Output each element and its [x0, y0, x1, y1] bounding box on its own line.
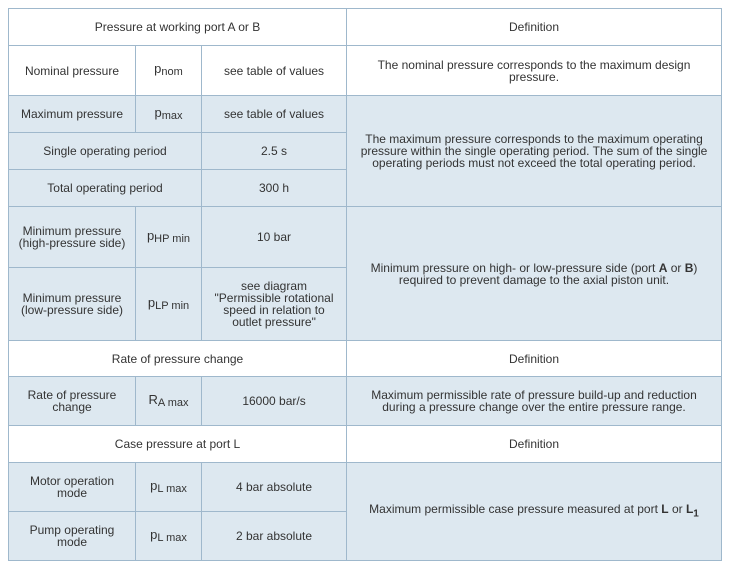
- row-label: Motor operation mode: [9, 463, 136, 512]
- definition-cell: The nominal pressure corresponds to the maximum design pressure.: [347, 46, 722, 96]
- row-label: Total operating period: [9, 170, 202, 207]
- row-label: Single operating period: [9, 133, 202, 170]
- section-header-definition: Definition: [347, 426, 722, 463]
- table-row: [9, 377, 722, 426]
- section-header-definition: Definition: [347, 341, 722, 377]
- section-header-rate: Rate of pressure change: [9, 341, 347, 377]
- row-label: Minimum pressure (low-pressure side): [9, 268, 136, 341]
- table-row: [9, 96, 722, 133]
- row-label: Nominal pressure: [9, 46, 136, 96]
- definition-cell: Maximum permissible case pressure measured at port L or $L_1$: [347, 463, 722, 561]
- row-value: 16000 bar/s: [202, 377, 347, 426]
- row-value: 2.5 s: [202, 133, 347, 170]
- row-symbol: $p_{LP min}$: [136, 268, 202, 341]
- row-symbol: $p_{L max}$: [136, 463, 202, 512]
- row-value: see diagram "Permissible rotational speed in relation to outlet pressure": [202, 268, 347, 341]
- row-value: see table of values: [202, 46, 347, 96]
- row-value: 10 bar: [202, 207, 347, 268]
- row-label: Maximum pressure: [9, 96, 136, 133]
- row-symbol: $R_{A max}$: [136, 377, 202, 426]
- row-value: see table of values: [202, 96, 347, 133]
- table-row: [9, 463, 722, 512]
- pressure-spec-table: [8, 8, 722, 561]
- row-label: Pump operating mode: [9, 512, 136, 561]
- row-symbol: $p_{L max}$: [136, 512, 202, 561]
- row-value: 4 bar absolute: [202, 463, 347, 512]
- section-header-working-port: Pressure at working port A or B: [9, 9, 347, 46]
- row-symbol: $p_{max}$: [136, 96, 202, 133]
- row-label: Rate of pressure change: [9, 377, 136, 426]
- row-label: Minimum pressure (high-pressure side): [9, 207, 136, 268]
- table-row: [9, 207, 722, 268]
- row-symbol: $p_{nom}$: [136, 46, 202, 96]
- row-value: 300 h: [202, 170, 347, 207]
- section-header-case-pressure: Case pressure at port L: [9, 426, 347, 463]
- row-symbol: $p_{HP min}$: [136, 207, 202, 268]
- definition-cell: Minimum pressure on high- or low-pressure side (port A or B) required to prevent damage to the axial piston unit.: [347, 207, 722, 341]
- definition-cell: Maximum permissible rate of pressure build-up and reduction during a pressure change over the entire pressure range.: [347, 377, 722, 426]
- table-row: [9, 46, 722, 96]
- section-header-definition: Definition: [347, 9, 722, 46]
- row-value: 2 bar absolute: [202, 512, 347, 561]
- definition-cell: The maximum pressure corresponds to the maximum operating pressure within the single operating period. The sum of the single operating periods must not exceed the total operating period.: [347, 96, 722, 207]
